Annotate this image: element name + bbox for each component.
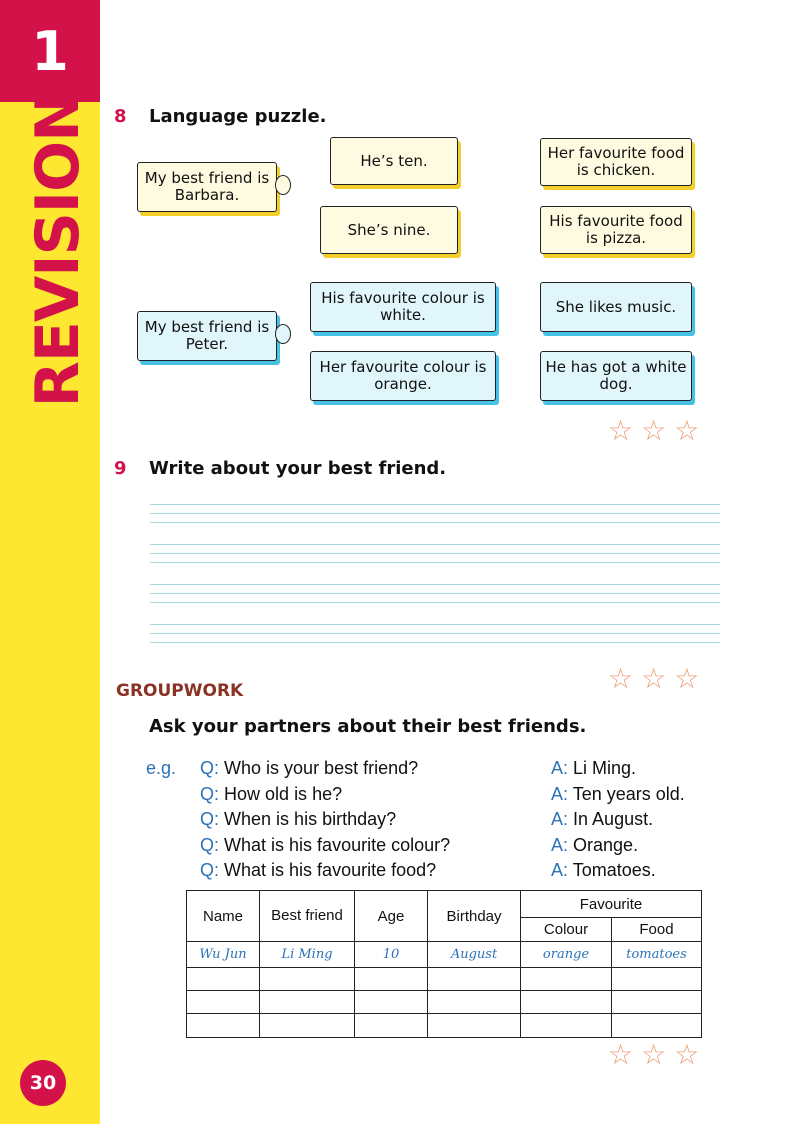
puzzle-piece[interactable]: Her favourite food is chicken. bbox=[540, 138, 692, 186]
table-cell[interactable]: Li Ming bbox=[260, 942, 355, 968]
header-best-friend: Best friend bbox=[260, 891, 355, 942]
question: When is his birthday? bbox=[224, 809, 397, 829]
answer: Ten years old. bbox=[572, 783, 685, 804]
question: How old is he? bbox=[224, 783, 343, 804]
table-cell[interactable] bbox=[355, 968, 428, 991]
puzzle-piece[interactable]: He’s ten. bbox=[330, 137, 458, 185]
table-row bbox=[187, 991, 702, 1014]
header-age: Age bbox=[355, 891, 428, 942]
table-cell[interactable] bbox=[187, 968, 260, 991]
puzzle-piece[interactable]: His favourite colour is white. bbox=[310, 282, 496, 332]
table-cell[interactable] bbox=[521, 1014, 612, 1038]
header-favourite: Favourite bbox=[521, 891, 702, 918]
question: What is his favourite colour? bbox=[224, 834, 451, 855]
puzzle-piece[interactable]: She’s nine. bbox=[320, 206, 458, 254]
survey-table bbox=[186, 890, 702, 1038]
table-cell[interactable]: Wu Jun bbox=[187, 942, 260, 968]
page-number: 30 bbox=[20, 1060, 66, 1106]
table-row bbox=[187, 942, 702, 968]
rating-stars-icon[interactable]: ☆☆☆ bbox=[608, 663, 708, 694]
table-cell[interactable] bbox=[521, 968, 612, 991]
table-row bbox=[187, 1014, 702, 1038]
unit-title: REVISION bbox=[23, 92, 93, 408]
table-cell[interactable] bbox=[260, 968, 355, 991]
table-cell[interactable] bbox=[187, 1014, 260, 1038]
puzzle-piece[interactable]: Her favourite colour is orange. bbox=[310, 351, 496, 401]
puzzle-piece[interactable]: She likes music. bbox=[540, 282, 692, 332]
table-cell[interactable] bbox=[187, 991, 260, 1014]
table-cell[interactable] bbox=[355, 991, 428, 1014]
table-cell[interactable]: August bbox=[428, 942, 521, 968]
answer: Li Ming. bbox=[573, 758, 637, 778]
puzzle-piece[interactable]: His favourite food is pizza. bbox=[540, 206, 692, 254]
table-cell[interactable] bbox=[612, 1014, 702, 1038]
example-label: e.g. bbox=[146, 758, 177, 778]
unit-number: 1 bbox=[0, 0, 100, 102]
table-cell[interactable] bbox=[260, 1014, 355, 1038]
section-9-title: Write about your best friend. bbox=[149, 458, 447, 479]
answer: In August. bbox=[573, 809, 654, 829]
section-8-title: Language puzzle. bbox=[149, 106, 327, 127]
puzzle-piece[interactable]: My best friend is Peter. bbox=[137, 311, 277, 361]
table-cell[interactable] bbox=[260, 991, 355, 1014]
puzzle-tab bbox=[275, 324, 291, 344]
header-birthday: Birthday bbox=[428, 891, 521, 942]
question: What is his favourite food? bbox=[224, 860, 437, 880]
table-cell[interactable] bbox=[428, 991, 521, 1014]
rating-stars-icon[interactable]: ☆☆☆ bbox=[608, 1039, 708, 1070]
answer: Orange. bbox=[573, 834, 639, 855]
table-cell[interactable]: tomatoes bbox=[612, 942, 702, 968]
table-cell[interactable]: orange bbox=[521, 942, 612, 968]
writing-lines[interactable] bbox=[150, 504, 720, 651]
table-cell[interactable] bbox=[612, 968, 702, 991]
question-list: Q: Who is your best friend? Q: How old is he? Q: When is his birthday? Q: What is his favourite colour? Q: What is his favourite food? bbox=[200, 758, 451, 880]
header-food: Food bbox=[612, 918, 702, 942]
question: Who is your best friend? bbox=[224, 758, 419, 778]
table-row bbox=[187, 968, 702, 991]
groupwork-heading: GROUPWORK bbox=[116, 681, 244, 701]
header-colour: Colour bbox=[521, 918, 612, 942]
puzzle-tab bbox=[275, 175, 291, 195]
rating-stars-icon[interactable]: ☆☆☆ bbox=[608, 415, 708, 446]
table-cell[interactable] bbox=[355, 1014, 428, 1038]
table-cell[interactable] bbox=[428, 1014, 521, 1038]
table-cell[interactable] bbox=[428, 968, 521, 991]
header-name: Name bbox=[187, 891, 260, 942]
puzzle-piece[interactable]: My best friend is Barbara. bbox=[137, 162, 277, 212]
section-8-number: 8 bbox=[114, 106, 127, 127]
groupwork-instruction: Ask your partners about their best friends. bbox=[149, 716, 587, 737]
table-cell[interactable] bbox=[612, 991, 702, 1014]
table-cell[interactable] bbox=[521, 991, 612, 1014]
section-9-number: 9 bbox=[114, 458, 127, 479]
answer-list: A: Li Ming. A: Ten years old. A: In August. A: Orange. A: Tomatoes. bbox=[551, 758, 685, 880]
puzzle-piece[interactable]: He has got a white dog. bbox=[540, 351, 692, 401]
answer: Tomatoes. bbox=[572, 860, 656, 880]
table-cell[interactable]: 10 bbox=[355, 942, 428, 968]
